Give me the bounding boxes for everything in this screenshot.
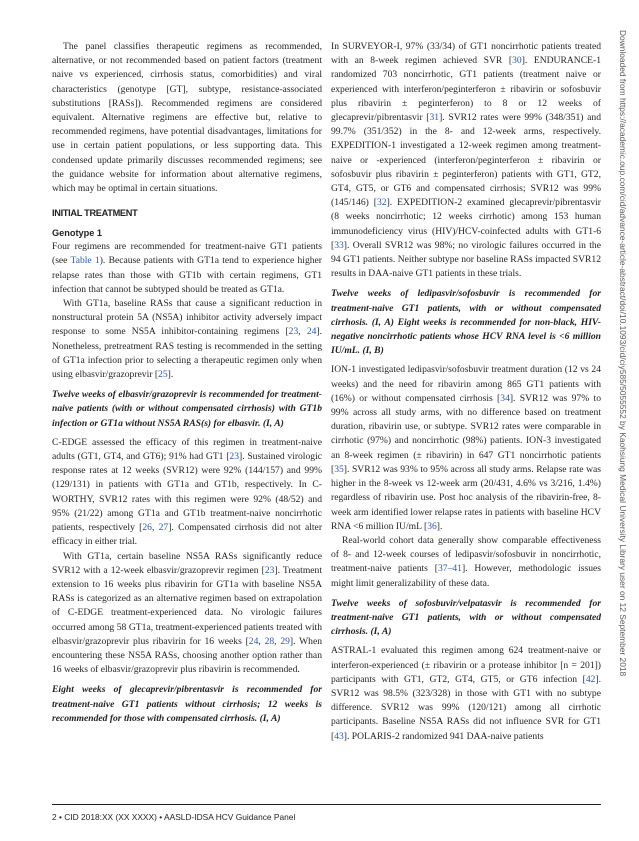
citation-link[interactable]: 34 <box>500 392 510 404</box>
citation-link[interactable]: 32 <box>377 197 387 209</box>
citation-link[interactable]: 23 <box>264 564 275 576</box>
page-footer <box>52 812 295 822</box>
paragraph-regimen-classification: The panel classifies therapeutic regimens as recommended, alternative, or not recommended based on patient factors (treatment naive vs experienced, cirrhosis status, comorbidities) and viral characteristics (genotype [GT], subtype, resistance-associated substitutions [RASs]). Recommended regimens are considered equivalent. Alternative regimens are effective but, relative to recommended regimens, have potential disadvantages, limitations for use in certain patient populations, or less supporting data. This condensed update primarily discusses recommended regimens; see the guidance website for information about alternative regimens, which may be optimal in certain situations. <box>52 41 322 195</box>
citation-link[interactable]: 27 <box>158 522 169 534</box>
left-column <box>52 40 322 726</box>
journal-citation: CID 2018:XX (XX XXXX) <box>64 812 157 822</box>
page-number: 2 <box>52 812 57 822</box>
paragraph-surveyor-endurance: In SURVEYOR-I, 97% (33/34) of GT1 noncirrhotic patients treated with an 8-week regimen achieved SVR [30]. ENDURANCE-1 randomized 703 noncirrhotic, GT1 patients (treatment naive or experienced with interferon/peginterferon ± ribavirin or sofosbuvir plus ribavirin ± peginterferon) to 8 or 12 weeks of glecaprevir/pibrentasvir [31]. SVR12 rates were 99% (348/351) and 99.7% (351/352) in the 8- and 12-week arms, respectively. EXPEDITION-1 investigated a 12-week regimen among treatment-naive or -experienced (interferon/peginterferon ± ribavirin or sofosbuvir plus ribavirin ± peginterferon) patients with GT1, GT2, GT4, GT5, or GT6 and compensated cirrhosis; SVR12 was 99% (145/146) [32]. EXPEDITION-2 examined glecaprevir/pibrentasvir (8 weeks noncirrhotic; 12 weeks cirrhotic) among 153 human immunodeficiency virus (HIV)/HCV-coinfected adults with GT1-6 [33]. Overall SVR12 was 98%; no virologic failures occurred in the 94 GT1 patients. Neither subtype nor baseline RASs impacted SVR12 results in DAA-naive GT1 patients in these trials. <box>331 41 601 280</box>
heading-initial-treatment: INITIAL TREATMENT <box>52 208 138 219</box>
citation-link[interactable]: 33 <box>334 239 344 251</box>
citation-link[interactable]: 25 <box>158 369 168 381</box>
download-notice[interactable]: Downloaded from https://academic.oup.com/cid/advance-article-abstract/doi/10.1093/cid/ciy585/5055552 by Kaohsiung Medical University Library user on 12 September 2018 <box>618 30 628 677</box>
recommendation-sofosbuvir-velpatasvir: Twelve weeks of sofosbuvir/velpatasvir is recommended for treatment-naive GT1 patients, with or without compensated cirrhosis. (I, A) <box>331 597 601 638</box>
citation-link[interactable]: 26 <box>142 522 152 534</box>
citation-link[interactable]: 36 <box>427 520 437 532</box>
paragraph-gt1a-ras: With GT1a, baseline RASs that cause a significant reduction in nonstructural protein 5A (NS5A) inhibitor activity adversely impact response to some NS5A inhibitor-containing regimens [23, 24]. Nonetheless, pretreatment RAS testing is recommended in the setting of GT1a infection prior to selecting a therapeutic regimen only when using elbasvir/grazoprevir [25]. <box>52 298 323 381</box>
citation-link[interactable]: 42 <box>585 673 596 685</box>
heading-genotype-1: Genotype 1 <box>52 228 103 239</box>
recommendation-elbasvir-grazoprevir: Twelve weeks of elbasvir/grazoprevir is recommended for treatment-naive patients (with or without compensated cirrhosis) with GT1b infection or GT1a without NS5A RAS(s) for elbasvir. (I, A) <box>52 389 322 429</box>
citation-link[interactable]: 28 <box>264 635 275 647</box>
table-1-link[interactable]: Table 1 <box>70 255 100 267</box>
paragraph-gt1a-ns5a: With GT1a, certain baseline NS5A RASs significantly reduce SVR12 with a 12-week elbasvir/grazoprevir regimen [23]. Treatment extension to 16 weeks plus ribavirin for GT1a with baseline NS5A RASs is categorized as an alternative regimen based on extrapolation of C-EDGE treatment-experienced data. No virologic failures occurred among 58 GT1a, treatment-experienced patients treated with elbasvir/grazoprevir plus ribavirin for 16 weeks [24, 28, 29]. When encountering these NS5A RASs, choosing another option rather than 16 weeks of elbasvir/grazoprevir plus ribavirin is recommended. <box>52 550 323 676</box>
citation-link[interactable]: 23 <box>288 326 299 338</box>
citation-link[interactable]: 24 <box>248 635 259 647</box>
paragraph-ion-trials: ION-1 investigated ledipasvir/sofosbuvir treatment duration (12 vs 24 weeks) and the need for ribavirin among 865 GT1 patients with (16%) or without compensated cirrhosis [34]. SVR12 was 97% to 99% across all study arms, with no difference based on treatment duration, ribavirin use, or subtype. SVR12 rates were comparable in cirrhotic (97%) and noncirrhotic (98%) patients. ION-3 investigated an 8-week regimen (± ribavirin) in 647 GT1 noncirrhotic patients [35]. SVR12 was 93% to 95% across all study arms. Relapse rate was higher in the 8-week vs 12-week arm (20/431, 4.6% vs 3/216, 1.4%) regardless of ribavirin use. Post hoc analysis of the ribavirin-free, 8-week arm identified lower relapse rates in patients with baseline HCV RNA <6 million IU/mL [36]. <box>331 364 601 532</box>
panel-name: AASLD-IDSA HCV Guidance Panel <box>164 812 296 822</box>
paragraph-genotype-1-regimens: Four regimens are recommended for treatment-naive GT1 patients (see Table 1). Because patients with GT1a tend to experience higher relapse rates than those with GT1b with certain regimens, GT1 infection that cannot be subtyped should be treated as GT1a. <box>52 241 322 295</box>
paragraph-astral-polaris: ASTRAL-1 evaluated this regimen among 624 treatment-naive or interferon-experienced (± ribavirin or a protease inhibitor [n = 201]) participants with GT1, GT2, GT4, GT5, or GT6 infection [42]. SVR12 was 98.5% (323/328) in those with GT1 with no subtype difference. SVR12 was 99% (120/121) among all cirrhotic participants. Baseline NS5A RASs did not influence SVR for GT1 [43]. POLARIS-2 randomized 941 DAA-naive patients <box>331 645 601 742</box>
citation-link[interactable]: 24 <box>306 326 317 338</box>
citation-link[interactable]: 35 <box>334 463 344 475</box>
download-sidebar <box>616 30 630 790</box>
paragraph-real-world: Real-world cohort data generally show comparable effectiveness of 8- and 12-week courses of ledipasvir/sofosbuvir in noncirrhotic, treatment-naive patients [37–41]. However, methodologic issues might limit generalizability of these data. <box>331 534 601 589</box>
footer-divider <box>52 804 601 805</box>
citation-link[interactable]: 23 <box>229 451 239 463</box>
citation-link[interactable]: 31 <box>429 112 440 124</box>
citation-link[interactable]: 30 <box>512 55 522 67</box>
right-column <box>331 40 601 744</box>
recommendation-ledipasvir-sofosbuvir: Twelve weeks of ledipasvir/sofosbuvir is recommended for treatment-naive GT1 patients, with or without compensated cirrhosis. (I, A) Eight weeks is recommended for non-black, HIV-negative noncirrhotic patients whose HCV RNA level is <6 million IU/mL. (I, B) <box>331 288 601 357</box>
citation-link[interactable]: 29 <box>280 635 290 647</box>
paragraph-c-edge: C-EDGE assessed the efficacy of this regimen in treatment-naive adults (GT1, GT4, and GT6); 91% had GT1 [23]. Sustained virologic response rates at 12 weeks (SVR12) were 92% (144/157) and 99% (129/131) in patients with GT1a and GT1b, respectively. In C-WORTHY, SVR12 rates with this regimen were 92% (48/52) and 95% (21/22) among GT1a and GT1b treatment-naive noncirrhotic patients, respectively [26, 27]. Compensated cirrhosis did not alter efficacy in either trial. <box>52 436 323 548</box>
citation-link[interactable]: 43 <box>334 730 344 742</box>
footer-bullet: • <box>59 812 62 822</box>
footer-bullet: • <box>159 812 163 822</box>
recommendation-glecaprevir-pibrentasvir: Eight weeks of glecaprevir/pibrentasvir is recommended for treatment-naive GT1 patients without cirrhosis; 12 weeks is recommended for those with compensated cirrhosis. (I, A) <box>52 684 322 724</box>
citation-link[interactable]: 37–41 <box>437 563 462 575</box>
